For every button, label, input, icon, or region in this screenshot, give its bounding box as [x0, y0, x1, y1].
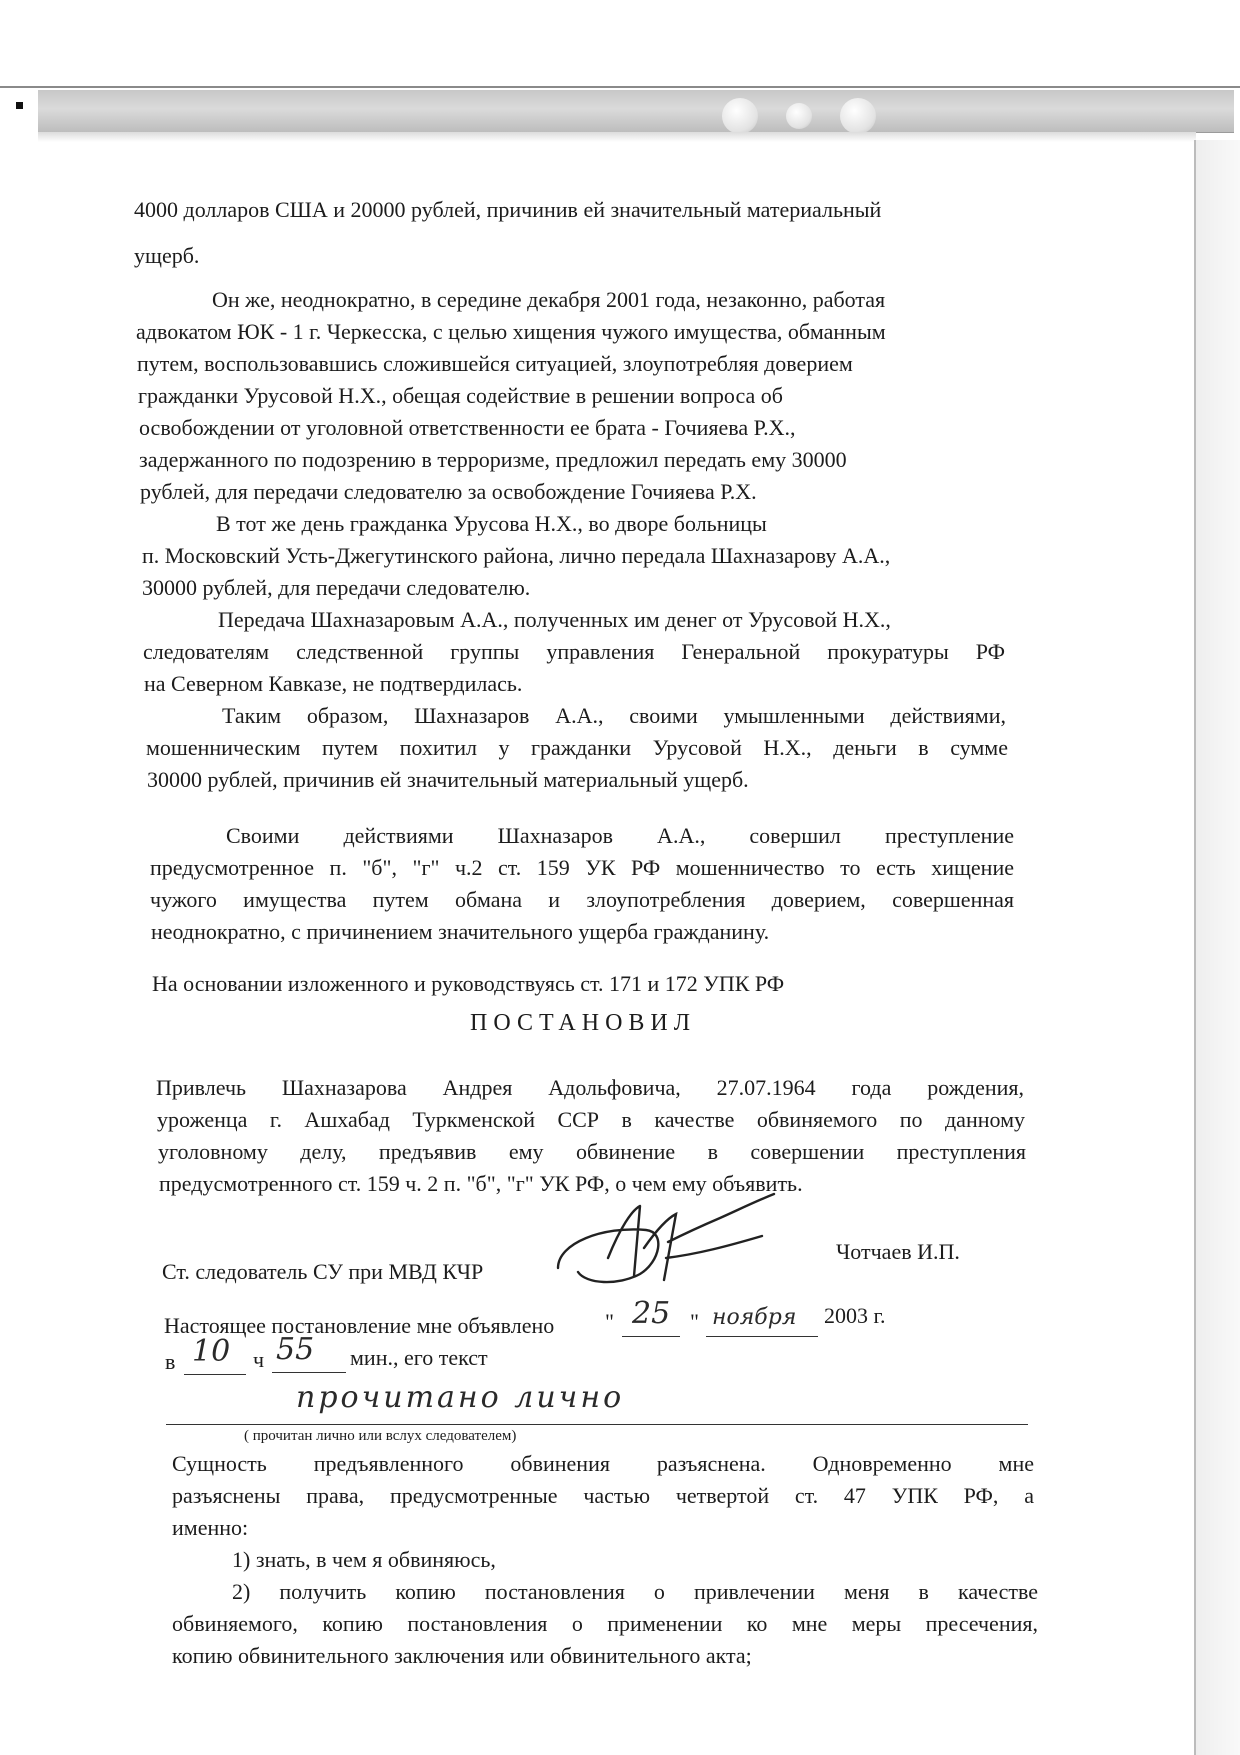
- resolution-line: предусмотренного ст. 159 ч. 2 п. "б", "г" УК РФ, о чем ему объявить.: [159, 1171, 803, 1196]
- announcement-minutes: 55: [276, 1332, 315, 1367]
- announcement-label: Настоящее постановление мне объявлено: [164, 1313, 555, 1338]
- minutes-unit: мин., его текст: [350, 1345, 488, 1370]
- paragraph-line: Таким образом, Шахназаров А.А., своими умышленными действиями,: [222, 703, 1006, 728]
- paragraph-line: На основании изложенного и руководствуясь ст. 171 и 172 УПК РФ: [152, 971, 785, 996]
- paragraph-line: чужого имущества путем обмана и злоупотребления доверием, совершенная: [150, 887, 1014, 912]
- paragraph-line: рублей, для передачи следователю за освобождение Гочияева Р.Х.: [140, 479, 757, 504]
- paragraph-line: Передача Шахназаровым А.А., полученных им денег от Урусовой Н.Х.,: [218, 607, 891, 632]
- hours-underline: [184, 1374, 246, 1375]
- day-underline: [622, 1336, 680, 1337]
- month-underline: [706, 1336, 818, 1337]
- rights-line: именно:: [172, 1515, 249, 1540]
- hours-unit: ч: [253, 1347, 265, 1372]
- rights-item: 1) знать, в чем я обвиняюсь,: [232, 1547, 496, 1572]
- rights-item: 2) получить копию постановления о привлечении меня в качестве: [232, 1579, 1038, 1604]
- resolution-line: уголовному делу, предъявив ему обвинение в совершении преступления: [158, 1139, 1026, 1164]
- quote-open: ": [605, 1309, 614, 1334]
- paragraph-line: адвокатом ЮК - 1 г. Черкесска, с целью хищения чужого имущества, обманным: [136, 319, 886, 344]
- paragraph-line: 30000 рублей, для передачи следователю.: [142, 575, 531, 600]
- handwritten-read-note: прочитано лично: [296, 1380, 625, 1415]
- rights-line: Сущность предъявленного обвинения разъяснена. Одновременно мне: [172, 1451, 1034, 1476]
- rights-item: обвиняемого, копию постановления о применении ко мне меры пресечения,: [172, 1611, 1038, 1636]
- rights-line: разъяснены права, предусмотренные частью четвертой ст. 47 УПК РФ, а: [172, 1483, 1034, 1508]
- paragraph-line: п. Московский Усть-Джегутинского района, лично передала Шахназарову А.А.,: [142, 543, 891, 568]
- paragraph-line: 30000 рублей, причинив ей значительный материальный ущерб.: [147, 767, 749, 792]
- paragraph-line: следователям следственной группы управления Генеральной прокуратуры РФ: [143, 639, 1005, 664]
- announcement-hours: 10: [192, 1334, 231, 1369]
- quote-close: ": [690, 1309, 699, 1334]
- paragraph-line: неоднократно, с причинением значительного ущерба гражданину.: [151, 919, 770, 944]
- paragraph-line: мошенническим путем похитил у гражданки Урусовой Н.Х., деньги в сумме: [146, 735, 1008, 760]
- rights-item: копию обвинительного заключения или обвинительного акта;: [172, 1643, 752, 1668]
- minutes-underline: [272, 1372, 346, 1373]
- paragraph-line: В тот же день гражданка Урусова Н.Х., во дворе больницы: [216, 511, 767, 536]
- paragraph-line: ущерб.: [134, 243, 200, 268]
- investigator-name: Чотчаев И.П.: [836, 1239, 960, 1264]
- investigator-position: Ст. следователь СУ при МВД КЧР: [162, 1259, 484, 1284]
- resolution-line: Привлечь Шахназарова Андрея Адольфовича, 27.07.1964 года рождения,: [156, 1075, 1024, 1100]
- announcement-day: 25: [632, 1296, 671, 1331]
- paragraph-line: освобождении от уголовной ответственности ее брата - Гочияева Р.Х.,: [139, 415, 796, 440]
- paragraph-line: путем, воспользовавшись сложившейся ситуацией, злоупотребляя доверием: [137, 351, 853, 376]
- paragraph-line: гражданки Урусовой Н.Х., обещая содействие в решении вопроса об: [138, 383, 783, 408]
- paragraph-line: 4000 долларов США и 20000 рублей, причинив ей значительный материальный: [134, 197, 882, 222]
- paragraph-line: Он же, неоднократно, в середине декабря 2001 года, незаконно, работая: [212, 287, 886, 312]
- time-prefix: в: [165, 1349, 176, 1374]
- investigator-signature: [548, 1188, 788, 1298]
- announcement-year: 2003 г.: [824, 1303, 886, 1328]
- paragraph-line: на Северном Кавказе, не подтвердилась.: [144, 671, 523, 696]
- resolution-line: уроженца г. Ашхабад Туркменской ССР в качестве обвиняемого по данному: [157, 1107, 1025, 1132]
- paragraph-line: предусмотренное п. "б", "г" ч.2 ст. 159 УК РФ мошенничество то есть хищение: [150, 855, 1014, 880]
- note-caption: ( прочитан лично или вслух следователем): [244, 1428, 517, 1444]
- paragraph-line: задержанного по подозрению в терроризме, предложил передать ему 30000: [139, 447, 847, 472]
- announcement-month: ноября: [712, 1305, 797, 1330]
- resolution-heading: ПОСТАНОВИЛ: [470, 1010, 697, 1036]
- paragraph-line: Своими действиями Шахназаров А.А., совершил преступление: [226, 823, 1014, 848]
